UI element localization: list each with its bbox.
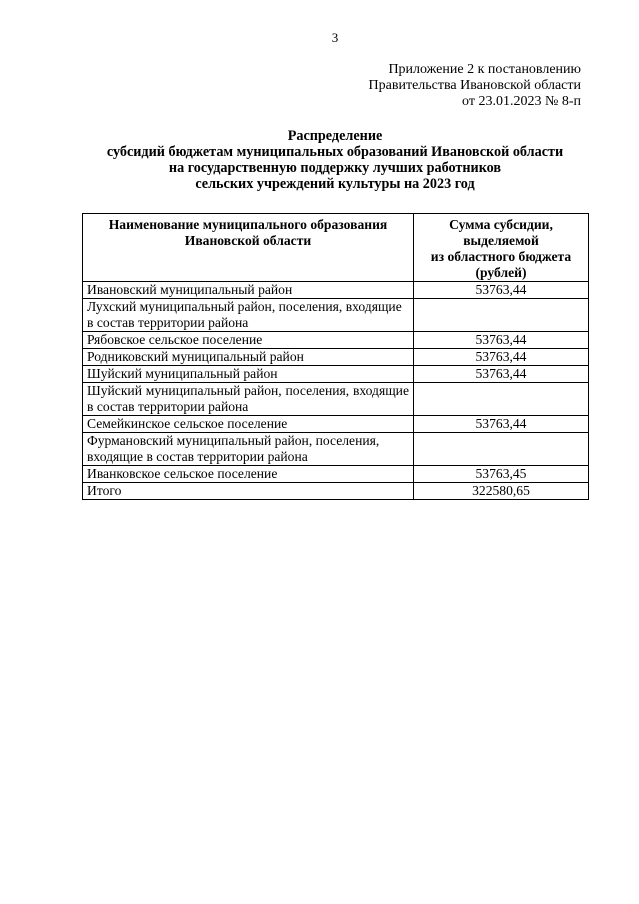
subsidy-table [82, 213, 589, 500]
table-row-total [83, 483, 589, 500]
header-text: (рублей) [475, 265, 527, 280]
header-text: Сумма субсидии, [449, 217, 553, 232]
appendix-line: от 23.01.2023 № 8-п [462, 94, 581, 109]
appendix-reference [369, 62, 581, 110]
subsidy-amount: 53763,44 [414, 349, 589, 366]
header-text: выделяемой [463, 233, 539, 248]
subsidy-amount [414, 383, 589, 416]
table-header-row [83, 214, 589, 282]
municipality-name: Иванковское сельское поселение [83, 466, 414, 483]
title-line: Распределение [287, 128, 383, 144]
subsidy-amount [414, 433, 589, 466]
table-row [83, 349, 589, 366]
header-text: Наименование муниципального образования [108, 217, 388, 232]
appendix-line: Приложение 2 к постановлению [388, 62, 581, 77]
header-municipality [83, 214, 414, 282]
subsidy-amount: 53763,44 [414, 366, 589, 383]
municipality-name: Рябовское сельское поселение [83, 332, 414, 349]
table-row [83, 366, 589, 383]
total-label: Итого [83, 483, 414, 500]
header-text: из областного бюджета [430, 249, 572, 264]
table-row [83, 383, 589, 416]
appendix-line: Правительства Ивановской области [368, 78, 581, 93]
table-row [83, 416, 589, 433]
header-subsidy-amount [414, 214, 589, 282]
table-row [83, 332, 589, 349]
total-amount: 322580,65 [414, 483, 589, 500]
subsidy-amount: 53763,44 [414, 282, 589, 299]
table-row [83, 466, 589, 483]
municipality-name: Лухский муниципальный район, поселения, входящие в состав территории района [83, 299, 414, 332]
title-line: на государственную поддержку лучших работников [168, 160, 502, 176]
header-text: Ивановской области [184, 233, 312, 248]
municipality-name: Ивановский муниципальный район [83, 282, 414, 299]
subsidy-amount: 53763,45 [414, 466, 589, 483]
municipality-name: Родниковский муниципальный район [83, 349, 414, 366]
municipality-name: Шуйский муниципальный район, поселения, входящие в состав территории района [83, 383, 414, 416]
table-row [83, 433, 589, 466]
table-row [83, 299, 589, 332]
title-line: сельских учреждений культуры на 2023 год [195, 176, 475, 192]
municipality-name: Семейкинское сельское поселение [83, 416, 414, 433]
table-row [83, 282, 589, 299]
municipality-name: Фурмановский муниципальный район, поселения, входящие в состав территории района [83, 433, 414, 466]
subsidy-amount: 53763,44 [414, 332, 589, 349]
subsidy-amount [414, 299, 589, 332]
municipality-name: Шуйский муниципальный район [83, 366, 414, 383]
title-line: субсидий бюджетам муниципальных образований Ивановской области [106, 144, 564, 160]
document-title [82, 128, 588, 192]
page-number: 3 [331, 30, 339, 45]
subsidy-amount: 53763,44 [414, 416, 589, 433]
